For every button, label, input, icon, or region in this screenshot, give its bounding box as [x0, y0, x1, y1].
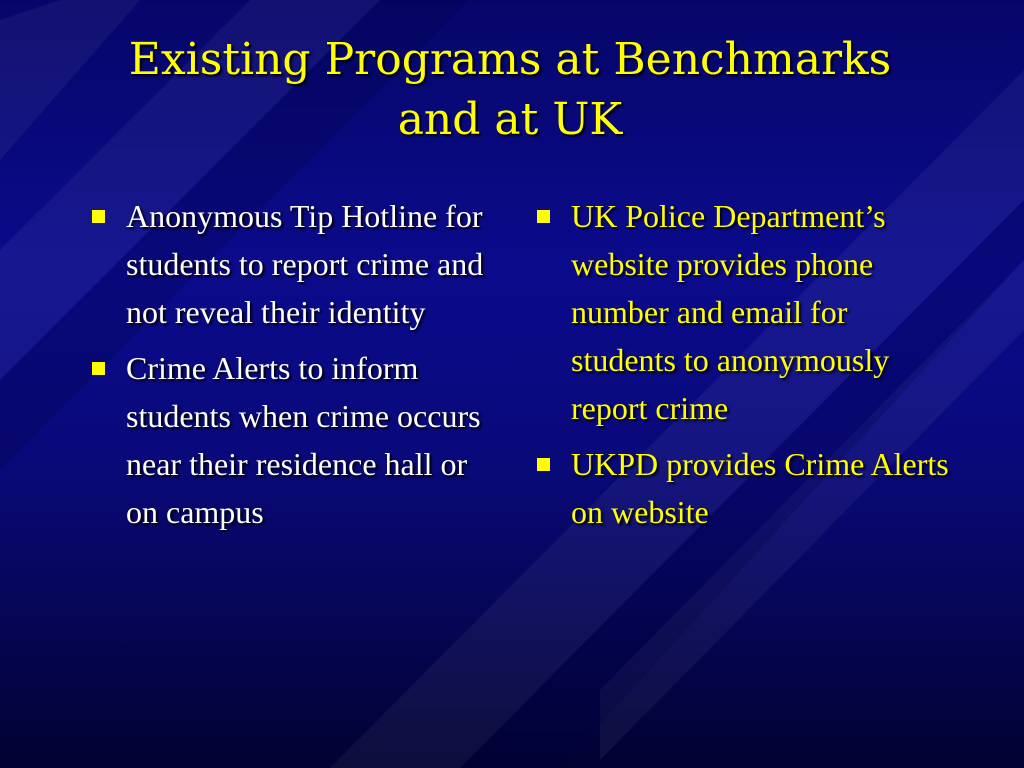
slide-title-line-1: Existing Programs at Benchmarks	[128, 34, 892, 85]
list-item	[533, 192, 953, 432]
right-bullet-list	[533, 192, 953, 544]
list-item	[533, 440, 953, 536]
slide-title	[60, 30, 960, 150]
square-bullet-icon	[537, 210, 550, 223]
left-bullet-list	[88, 192, 503, 544]
bullet-text: Crime Alerts to inform students when crime occurs near their residence hall or on campus	[126, 350, 481, 530]
square-bullet-icon	[92, 362, 105, 375]
slide-title-line-2: and at UK	[397, 94, 623, 145]
bullet-text: Anonymous Tip Hotline for students to report crime and not reveal their identity	[126, 198, 484, 330]
square-bullet-icon	[537, 458, 550, 471]
bullet-text: UK Police Department’s website provides phone number and email for students to anonymously report crime	[571, 198, 890, 426]
square-bullet-icon	[92, 210, 105, 223]
list-item	[88, 344, 503, 536]
list-item	[88, 192, 503, 336]
bullet-text: UKPD provides Crime Alerts on website	[571, 446, 949, 530]
